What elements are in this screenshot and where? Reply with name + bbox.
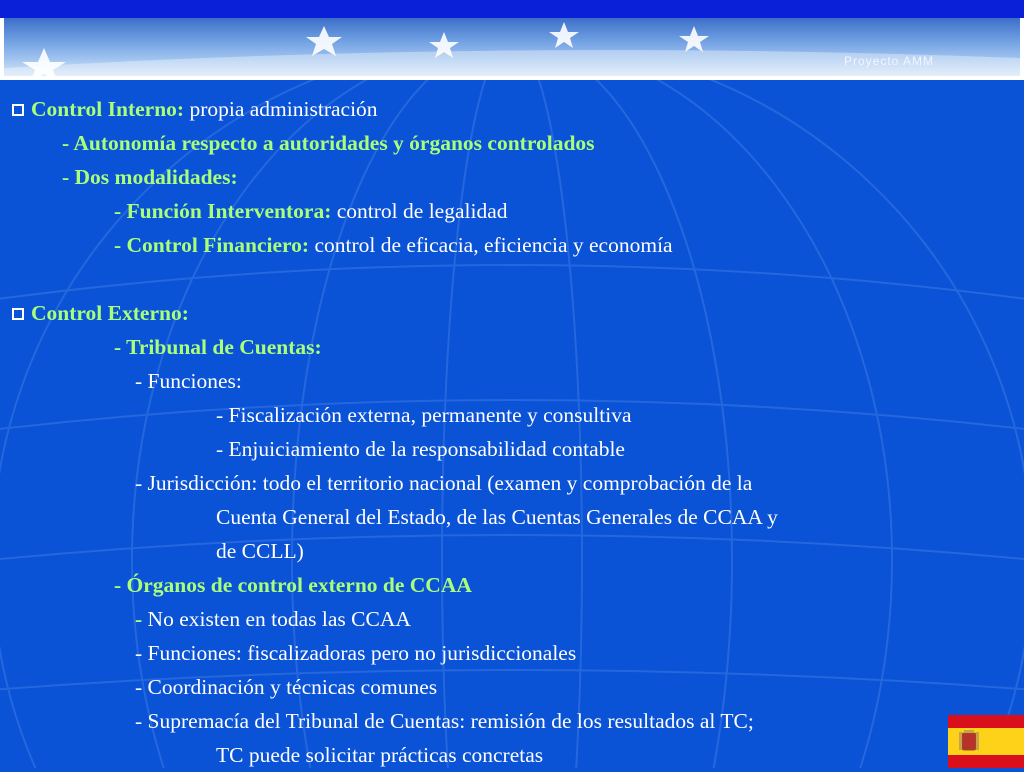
line-funciones: - Funciones:: [135, 369, 242, 393]
heading-control-externo: Control Externo:: [31, 301, 189, 325]
label-control-financiero: - Control Financiero:: [114, 233, 310, 257]
line-control-financiero: [114, 228, 673, 262]
bullet-control-interno: [12, 92, 378, 126]
line-fiscalizacion: - Fiscalización externa, permanente y consultiva: [216, 403, 632, 427]
line-funcion-interventora: [114, 194, 508, 228]
bullet-control-externo: [12, 296, 189, 330]
line-tc-puede-solicitar: TC puede solicitar prácticas concretas: [216, 743, 544, 767]
heading-control-interno: Control Interno:: [31, 97, 185, 121]
line-coordinacion: - Coordinación y técnicas comunes: [135, 675, 438, 699]
line-autonomia: - Autonomía respecto a autoridades y órganos controlados: [62, 131, 595, 155]
text-control-legalidad: control de legalidad: [331, 199, 508, 223]
line-dos-modalidades: - Dos modalidades:: [62, 165, 238, 189]
project-caption: Proyecto AMM: [843, 54, 934, 68]
line-jurisdiccion: - Jurisdicción: todo el territorio nacional (examen y comprobación de la: [135, 471, 753, 495]
line-tribunal-cuentas: - Tribunal de Cuentas:: [114, 335, 322, 359]
dash-marker: -: [135, 607, 143, 631]
line-funciones-fiscalizadoras: - Funciones: fiscalizadoras pero no jurisdiccionales: [135, 641, 577, 665]
line-supremacia: - Supremacía del Tribunal de Cuentas: remisión de los resultados al TC;: [135, 709, 754, 733]
line-organos-control-externo: - Órganos de control externo de CCAA: [114, 573, 472, 597]
line-no-existen: [135, 602, 411, 636]
line-de-ccll: de CCLL): [216, 539, 304, 563]
checkbox-bullet-icon: [12, 308, 24, 320]
text-propia-administracion: propia administración: [184, 97, 378, 121]
label-funcion-interventora: - Función Interventora:: [114, 199, 332, 223]
text-no-existen: No existen en todas las CCAA: [142, 607, 411, 631]
checkbox-bullet-icon: [12, 104, 24, 116]
spain-flag-icon: [948, 715, 1024, 768]
text-eficacia-eficiencia: control de eficacia, eficiencia y economía: [309, 233, 673, 257]
line-enjuiciamiento: - Enjuiciamiento de la responsabilidad contable: [216, 437, 625, 461]
line-cuenta-general: Cuenta General del Estado, de las Cuentas Generales de CCAA y: [216, 505, 778, 529]
